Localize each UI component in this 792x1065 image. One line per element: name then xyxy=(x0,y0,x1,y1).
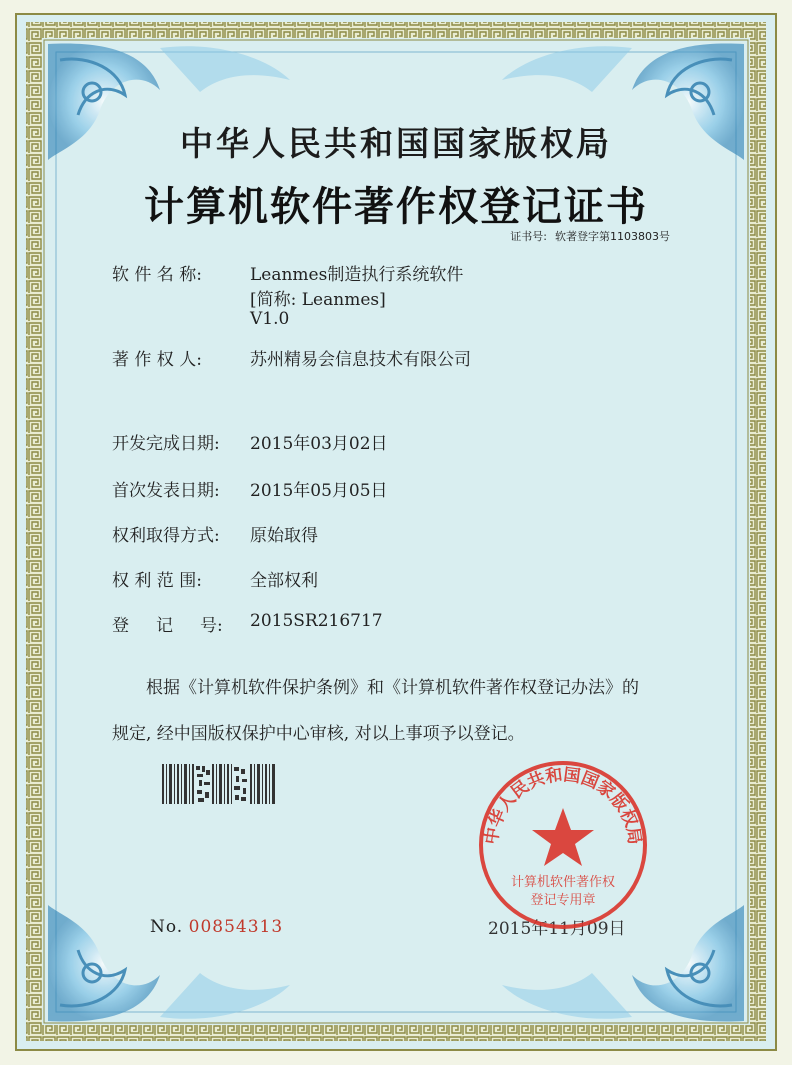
seal-inner-line-1: 计算机软件著作权 xyxy=(510,875,616,890)
software-name-label: 软 件 名 称: xyxy=(112,265,202,285)
certificate-number-value: 软著登字第1103803号 xyxy=(555,230,670,243)
seal-star-icon xyxy=(532,808,594,866)
scope-label: 权 利 范 围: xyxy=(112,571,202,591)
copyright-holder-value: 苏州精易会信息技术有限公司 xyxy=(250,350,471,370)
certificate-number-label: 证书号: xyxy=(510,230,547,243)
serial-value: 00854313 xyxy=(188,917,284,937)
software-short-name: [简称: Leanmes] xyxy=(250,290,386,310)
official-seal xyxy=(476,758,650,932)
seal-outer-text: 中华人民共和国国家版权局 xyxy=(481,765,645,846)
copyright-holder-label: 著 作 权 人: xyxy=(112,350,202,370)
issuer-name: 中华人民共和国国家版权局 xyxy=(180,124,612,163)
acquisition-method-value: 原始取得 xyxy=(250,526,318,546)
certificate-title: 计算机软件著作权登记证书 xyxy=(144,183,648,230)
seal-inner-line-2: 登记专用章 xyxy=(530,893,596,908)
serial-prefix: No. xyxy=(150,917,184,937)
software-name-value: Leanmes制造执行系统软件 xyxy=(250,265,464,285)
completion-date-label: 开发完成日期: xyxy=(112,434,220,454)
software-version: V1.0 xyxy=(250,309,290,329)
certificate-number xyxy=(502,228,670,244)
acquisition-method-label: 权利取得方式: xyxy=(112,526,220,546)
scope-value: 全部权利 xyxy=(250,571,318,591)
issue-date: 2015年11月09日 xyxy=(488,919,626,939)
publication-date-label: 首次发表日期: xyxy=(112,481,220,501)
publication-date-value: 2015年05月05日 xyxy=(250,481,388,501)
serial-number xyxy=(150,917,283,937)
statement-line-1: 根据《计算机软件保护条例》和《计算机软件著作权登记办法》的 xyxy=(146,678,639,698)
registration-number-value: 2015SR216717 xyxy=(250,611,383,631)
statement-line-2: 规定, 经中国版权保护中心审核, 对以上事项予以登记。 xyxy=(112,724,525,744)
registration-number-label: 登 记 号: xyxy=(112,616,223,636)
completion-date-value: 2015年03月02日 xyxy=(250,434,388,454)
barcode xyxy=(162,764,276,804)
